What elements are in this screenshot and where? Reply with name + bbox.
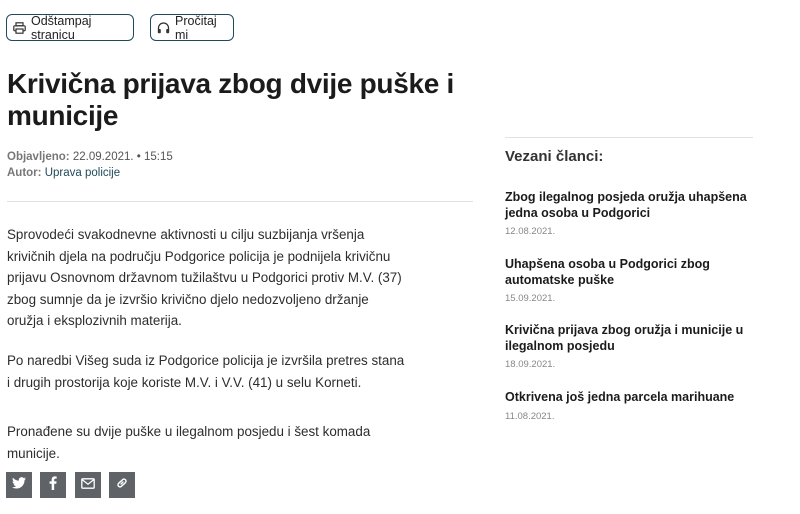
related-heading: Vezani članci: [505,148,604,165]
share-facebook-button[interactable] [40,472,66,498]
related-divider [505,137,753,138]
related-article-date: 12.08.2021. [505,226,556,237]
headphones-icon [157,22,170,34]
print-page-button[interactable] [6,14,134,41]
related-article-title[interactable]: Uhapšena osoba u Podgorici zbog automatske puške [505,257,710,287]
related-article-date: 15.09.2021. [505,293,556,304]
article-divider [7,201,473,202]
related-article-date: 18.09.2021. [505,359,556,370]
share-twitter-button[interactable] [6,472,32,498]
related-article-item[interactable] [505,323,755,370]
published-meta [7,150,173,165]
article-paragraph: Po naredbi Višeg suda iz Podgorice policija je izvršila pretres stana i drugih prostorija koje koriste M.V. i V.V. (41) u selu Korneti. [7,353,405,390]
related-article-title[interactable]: Zbog ilegalnog posjeda oružja uhapšena jedna osoba u Podgorici [505,190,747,220]
facebook-icon [49,476,57,495]
printer-icon [13,22,26,34]
article-paragraph: Pronađene su dvije puške u ilegalnom posjedu i šest komada municije. [7,424,371,461]
share-link-button[interactable] [109,472,135,498]
related-article-item[interactable] [505,257,755,304]
related-article-item[interactable] [505,190,755,237]
article-paragraph: Sprovodeći svakodnevne aktivnosti u cilju suzbijanja vršenja krivičnih djela na području Podgorice policija je podnijela krivičnu prijavu Osnovnom državnom tužilaštvu u Podgorici protiv M.V. (37) zbog sumnje da je izvršio krivično djelo nedozvoljeno držanje oružja i eksplozivnih materija. [7,227,402,328]
related-article-date: 11.08.2021. [505,410,555,422]
share-email-button[interactable] [75,472,101,498]
related-article-title[interactable]: Otkrivena još jedna parcela marihuane [505,390,735,404]
author-meta [7,166,120,181]
twitter-icon [12,476,26,494]
print-page-label: Odštampaj stranicu [31,13,92,42]
published-label: Objavljeno: [7,151,70,163]
read-aloud-button[interactable] [150,14,234,41]
article-title: Krivična prijava zbog dvije puške i municije [7,68,454,131]
author-label: Autor: [7,167,42,179]
read-aloud-label: Pročitaj mi [175,13,217,42]
email-icon [81,476,95,494]
related-article-title[interactable]: Krivična prijava zbog oružja i municije u ilegalnom posjedu [505,323,744,353]
published-date: 22.09.2021. • 15:15 [72,151,173,163]
link-icon [115,476,129,495]
related-article-item[interactable] [505,390,755,422]
author-link[interactable]: Uprava policije [44,167,121,179]
